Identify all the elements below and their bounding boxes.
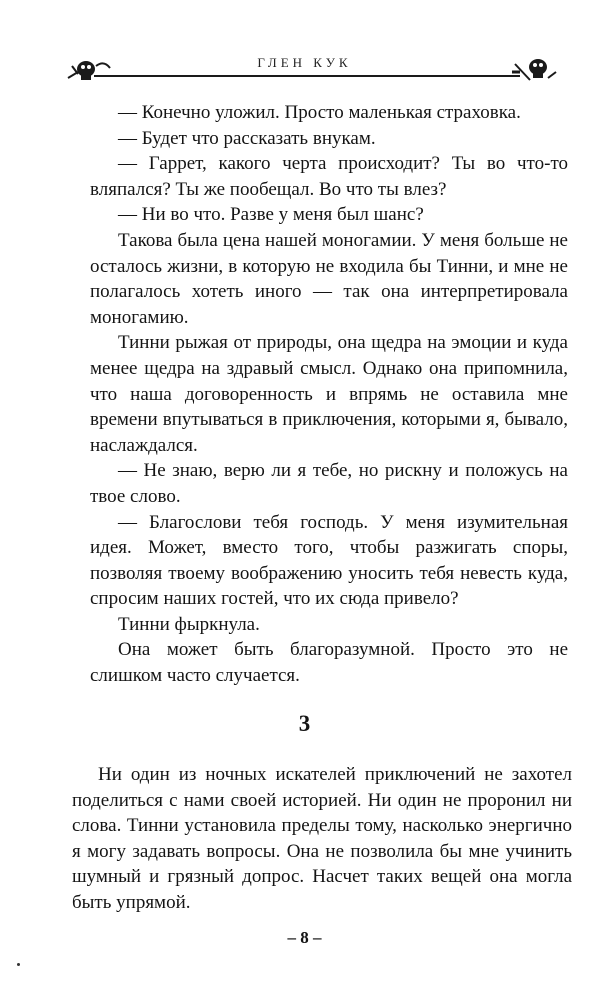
paragraph: Ни один из ночных искателей приключений не захотел поделиться с нами своей историей. Ни один не проронил ни слова. Тинни установила пределы тому, насколько энергично я могу задавать вопросы. Она не позволила бы мне учинить шумный и грязный допрос. Насчет таких вещей она могла быть упрямой.	[72, 764, 572, 913]
paragraph: Тинни рыжая от природы, она щедра на эмоции и куда менее щедра на здравый смысл. Однако она припомнила, что наша договоренность и впрямь не оставила мне времени впутываться в приключения, которыми я, бывало, наслаждался.	[90, 332, 568, 456]
chapter-text	[72, 762, 572, 916]
print-speck	[17, 963, 20, 966]
paragraph: — Ни во что. Разве у меня был шанс?	[118, 204, 424, 226]
paragraph: — Благослови тебя господь. У меня изумительная идея. Может, вместо того, чтобы разжигать споры, позволяя твоему воображению уносить тебя невесть куда, спросим наших гостей, что их сюда привело?	[90, 511, 568, 610]
page-number: – 8 –	[287, 928, 322, 947]
chapter-number: 3	[298, 711, 311, 736]
paragraph: Такова была цена нашей моногамии. У меня больше не осталось жизни, в которую не входила бы Тинни, и мне не полагалось хотеть иного — так она интерпретировала моногамию.	[90, 229, 568, 328]
main-text	[90, 100, 568, 689]
paragraph: — Конечно уложил. Просто маленькая страховка.	[118, 102, 521, 123]
paragraph: — Будет что рассказать внукам.	[118, 127, 376, 149]
paragraph: — Не знаю, верю ли я тебе, но рискну и положусь на твое слово.	[90, 460, 568, 507]
paragraph: Тинни фыркнула.	[118, 613, 260, 635]
paragraph: — Гаррет, какого черта происходит? Ты во что-то вляпался? Ты же пообещал. Во что ты влез?	[90, 153, 568, 200]
author-name: ГЛЕН КУК	[257, 55, 352, 70]
running-header	[0, 0, 609, 90]
header-ornament	[0, 0, 609, 90]
paragraph: Она может быть благоразумной. Просто это не слишком часто случается.	[90, 639, 568, 687]
